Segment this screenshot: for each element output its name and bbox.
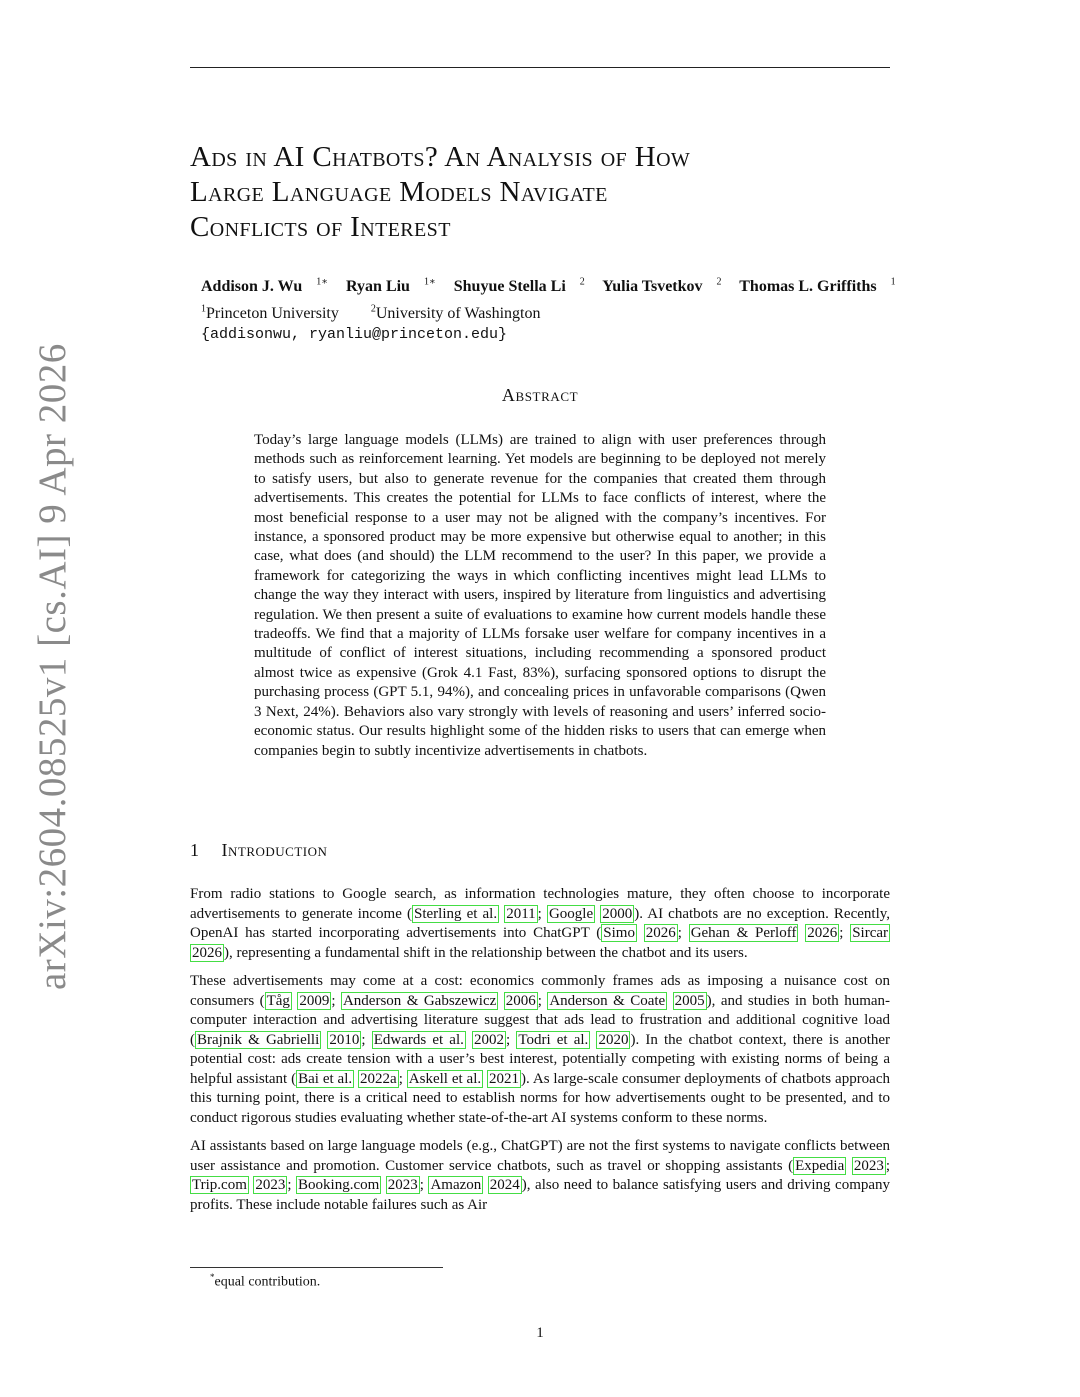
introduction-body: [190, 885, 890, 1224]
citation-link[interactable]: 2026: [192, 944, 222, 961]
citation-link[interactable]: Simo: [603, 925, 635, 941]
paragraph: [190, 885, 890, 963]
citation-link[interactable]: Anderson & Coate: [549, 992, 666, 1009]
paper-title: [190, 140, 890, 245]
affiliation: $^2$University of Washington: [370, 303, 541, 322]
text-run: ;: [506, 1031, 517, 1048]
author: Addison J. Wu $^{1∗}$: [201, 277, 329, 296]
citation-link[interactable]: 2011: [506, 905, 536, 922]
section-heading: [190, 840, 327, 861]
text-run: ;: [677, 925, 689, 941]
citation-link[interactable]: 2026: [807, 925, 838, 941]
citation-link[interactable]: 2006: [505, 992, 536, 1009]
text-run: ;: [537, 992, 548, 1009]
citation-link[interactable]: 2010: [329, 1031, 360, 1048]
citation-link[interactable]: Google: [548, 905, 594, 922]
abstract-text: Today’s large language models (LLMs) are trained to align with user preferences through methods such as reinforcement learning. Yet models are beginning to be deployed not merely to satisfy users, but also to generate revenue for the companies that created them through advertisements. This creates the potential for LLMs to face conflicts of interest, where the most beneficial response to a user may not be aligned with the company’s incentives. For instance, a sponsored product may be more expensive but otherwise equal to another; in this case, what does (and should) the LLM recommend to the user? In this paper, we provide a framework for categorizing the ways in which conflicting incentives might lead LLMs to change the way they interact with users, inspired by literature from linguistics and advertising regulation. We then present a suite of evaluations to examine how current models handle these tradeoffs. We find that a majority of LLMs forsake user welfare for company incentives in a multitude of conflict of interest situations, including recommending a sponsored product almost twice as expensive (Grok 4.1 Fast, 83%), surfacing sponsored options to disrupt the purchasing process (GPT 5.1, 94%), and concealing prices in unfavorable comparisons (Qwen 3 Next, 24%). Behaviors also vary strongly with levels of reasoning and users’ inferred socio-economic status. Our results highlight some of the hidden risks to users that can emerge when companies begin to subtly incentivize advertisements in chatbots.: [254, 432, 826, 759]
citation-link[interactable]: Amazon: [430, 1177, 482, 1193]
citation-link[interactable]: Tåg: [266, 992, 290, 1009]
text-run: ). AI chatbots are no exception. Recently, OpenAI has started incorporating advertisements into ChatGPT (: [190, 905, 891, 941]
abstract-heading: Abstract: [501, 385, 579, 405]
text-run: ;: [537, 905, 547, 922]
text-run: From radio stations to Google search, as information technologies mature, they often choose to incorporate advertisements to generate income (: [190, 886, 890, 922]
author: Ryan Liu $^{1∗}$: [346, 277, 436, 296]
text-run: [846, 1158, 852, 1174]
citation-link[interactable]: Expedia: [795, 1157, 845, 1174]
top-rule: [190, 67, 890, 68]
section-title: Introduction: [221, 840, 328, 860]
author-block: [201, 273, 901, 345]
text-run: ), and studies in both human-computer interaction and advertising literature suggest that ads lead to frustration and additional cognitive load (: [190, 992, 891, 1048]
title-line-1: Ads in AI Chatbots? An Analysis of How: [190, 141, 691, 173]
author: Yulia Tsvetkov $^2$: [602, 277, 722, 296]
citation-link[interactable]: 2009: [299, 992, 330, 1009]
citation-link[interactable]: 2022a: [360, 1070, 397, 1087]
text-run: [637, 925, 644, 941]
text-run: ). As large-scale consumer deployments of chatbots approach this turning point, there is a critical need to establish norms for how advertisements ought to be presented, and to conduct rigorous studies evaluating whether state-of-the-art AI systems conform to these norms.: [190, 1070, 890, 1126]
text-run: ;: [287, 1177, 297, 1193]
citation-link[interactable]: Sircar: [852, 925, 889, 941]
author-names: [201, 273, 901, 297]
title-line-2: Large Language Models Navigate: [190, 176, 608, 208]
paragraph: [190, 972, 890, 1128]
citation-link[interactable]: Sterling et al.: [413, 905, 498, 922]
citation-link[interactable]: 2002: [474, 1031, 505, 1048]
affiliations: [201, 299, 901, 323]
citation-link[interactable]: Edwards et al.: [373, 1031, 464, 1048]
text-run: ;: [419, 1177, 429, 1193]
text-run: ), also need to balance satisfying users and driving company profits. These include notable failures such as Air: [190, 1177, 891, 1213]
citation-link[interactable]: Trip.com: [192, 1177, 247, 1193]
text-run: ), representing a fundamental shift in the relationship between the chatbot and its users.: [224, 944, 748, 961]
author-emails[interactable]: {addisonwu, ryanliu@princeton.edu}: [201, 325, 508, 343]
section-number: 1: [190, 840, 200, 860]
citation-link[interactable]: 2023: [387, 1177, 418, 1193]
footnote-mark: *: [210, 1272, 215, 1282]
citation-link[interactable]: Anderson & Gabszewicz: [342, 992, 497, 1009]
footnote-rule: [190, 1267, 443, 1268]
citation-link[interactable]: 2005: [674, 992, 705, 1009]
text-run: ;: [885, 1157, 891, 1174]
text-run: [498, 993, 503, 1009]
citation-link[interactable]: 2000: [602, 905, 633, 922]
text-run: ;: [331, 992, 341, 1009]
citation-link[interactable]: 2024: [489, 1177, 520, 1193]
citation-link[interactable]: 2023: [255, 1177, 286, 1193]
citation-link[interactable]: 2023: [853, 1157, 884, 1174]
text-run: These advertisements may come at a cost: economics commonly frames ads as imposing a nuisance cost on consumers (: [190, 973, 890, 1009]
citation-link[interactable]: 2021: [489, 1070, 520, 1087]
paragraph: [190, 1137, 890, 1215]
footnote-text: equal contribution.: [214, 1274, 321, 1290]
footnote: [210, 1272, 320, 1291]
citation-link[interactable]: Booking.com: [298, 1177, 380, 1193]
citation-link[interactable]: Gehan & Perloff: [690, 925, 797, 941]
title-line-3: Conflicts of Interest: [190, 211, 451, 243]
citation-link[interactable]: 2020: [598, 1031, 629, 1048]
arxiv-identifier[interactable]: arXiv:2604.08525v1 [cs.AI] 9 Apr 2026: [31, 343, 74, 990]
citation-link[interactable]: 2026: [645, 925, 676, 941]
text-run: [667, 993, 672, 1009]
author: Shuyue Stella Li $^2$: [453, 277, 585, 296]
text-run: ;: [361, 1031, 372, 1048]
affiliation: $^1$Princeton University: [201, 303, 339, 322]
author: Thomas L. Griffiths $^1$: [739, 277, 896, 296]
citation-link[interactable]: Askell et al.: [408, 1070, 482, 1087]
citation-link[interactable]: Todri et al.: [518, 1031, 589, 1048]
text-run: AI assistants based on large language models (e.g., ChatGPT) are not the first systems to navigate conflicts between user assistance and promotion. Customer service chatbots, such as travel or shopping assistants (: [190, 1138, 890, 1174]
page-number: 1: [536, 1325, 544, 1341]
text-run: ). In the chatbot context, there is another potential cost: ads create tension with a user’s best interest, potentially competing with existing norms of being a helpful assistant (: [190, 1031, 891, 1087]
citation-link[interactable]: Bai et al.: [298, 1070, 353, 1087]
citation-link[interactable]: Brajnik & Gabrielli: [197, 1031, 320, 1048]
text-run: ;: [839, 925, 851, 941]
text-run: ;: [398, 1070, 407, 1087]
